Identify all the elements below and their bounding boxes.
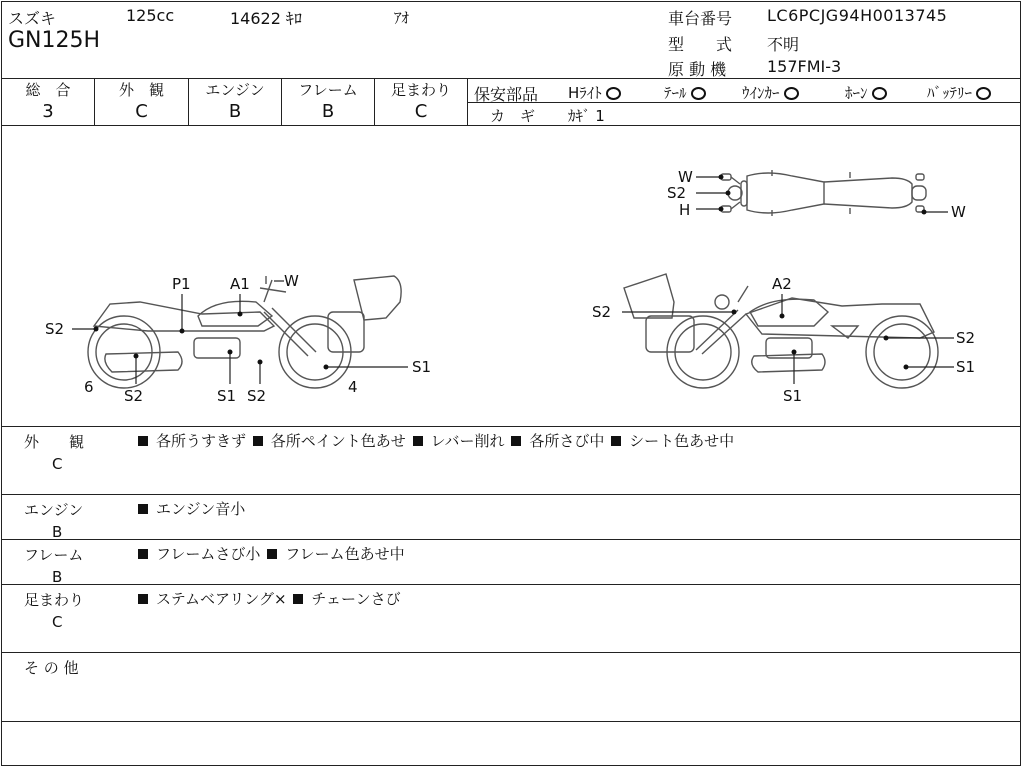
note-title: 足まわり bbox=[24, 591, 85, 609]
note-row-frame bbox=[2, 540, 1020, 584]
maker-name: スズキ bbox=[8, 9, 57, 28]
model-name: GN125H bbox=[8, 28, 101, 53]
note-row-other bbox=[2, 653, 1020, 721]
safety-item-label: ｳｲﾝｶｰ bbox=[742, 84, 780, 102]
note-item: シート色あせ中 bbox=[629, 432, 735, 450]
grade-value: B bbox=[321, 101, 335, 122]
safety-item-taillight bbox=[664, 82, 706, 103]
mileage: 14622 ｷﾛ bbox=[230, 9, 302, 28]
note-row-exterior bbox=[2, 427, 1020, 494]
grade-value: C bbox=[135, 101, 148, 122]
label-w: W bbox=[678, 168, 693, 186]
label-6: 6 bbox=[84, 378, 94, 396]
bullet-square-icon bbox=[138, 504, 148, 514]
note-title: エンジン bbox=[24, 501, 84, 519]
label-s1: S1 bbox=[217, 387, 237, 405]
note-heading bbox=[24, 544, 104, 588]
label-p1: P1 bbox=[172, 275, 191, 293]
note-item: 各所うすきず bbox=[156, 432, 247, 450]
label-a1: A1 bbox=[230, 275, 250, 293]
key-value: ｶｷﾞ 1 bbox=[568, 107, 605, 125]
grade-frame bbox=[282, 80, 374, 124]
type-value: 不明 bbox=[767, 35, 800, 54]
bullet-square-icon bbox=[267, 549, 277, 559]
note-heading bbox=[24, 657, 104, 679]
note-grade: C bbox=[52, 455, 63, 473]
note-item: フレームさび小 bbox=[156, 545, 261, 563]
label-s2: S2 bbox=[667, 184, 687, 202]
safety-item-label: ﾃｰﾙ bbox=[664, 84, 687, 102]
label-s2: S2 bbox=[124, 387, 144, 405]
label-s1: S1 bbox=[783, 387, 803, 405]
label-w: W bbox=[951, 203, 966, 221]
label-s1: S1 bbox=[412, 358, 432, 376]
note-item: ステムベアリング× bbox=[156, 590, 287, 608]
label-w: W bbox=[284, 272, 299, 290]
grade-label: 足まわり bbox=[390, 81, 451, 99]
note-items bbox=[136, 588, 401, 610]
note-items bbox=[136, 430, 734, 452]
note-heading bbox=[24, 499, 104, 543]
note-items bbox=[136, 498, 245, 520]
grade-value: 3 bbox=[42, 101, 54, 122]
safety-item-horn bbox=[845, 82, 887, 103]
label-a2: A2 bbox=[772, 275, 792, 293]
divider bbox=[2, 78, 1020, 79]
note-row-suspension bbox=[2, 585, 1020, 652]
safety-item-winker bbox=[742, 82, 799, 103]
note-grade: B bbox=[52, 568, 63, 586]
bullet-square-icon bbox=[138, 436, 148, 446]
grade-label: 外 観 bbox=[118, 81, 164, 99]
note-item: レバー削れ bbox=[430, 432, 505, 450]
note-item: 各所ペイント色あせ bbox=[270, 432, 406, 450]
note-grade: B bbox=[52, 523, 63, 541]
engine-model-value: 157FMI-3 bbox=[767, 57, 842, 76]
grade-label: エンジン bbox=[205, 81, 265, 99]
bullet-square-icon bbox=[511, 436, 521, 446]
leader-lines bbox=[72, 177, 954, 384]
grade-engine bbox=[189, 80, 281, 124]
grade-label: 総 合 bbox=[25, 81, 71, 99]
note-heading bbox=[24, 431, 104, 475]
note-title: 外 観 bbox=[24, 433, 85, 451]
label-s1: S1 bbox=[956, 358, 976, 376]
label-4: 4 bbox=[348, 378, 358, 396]
note-item: 各所さび中 bbox=[529, 432, 605, 450]
inspection-sheet bbox=[1, 1, 1021, 766]
displacement: 125cc bbox=[126, 6, 175, 25]
key-label: カ ギ bbox=[490, 107, 536, 125]
safety-item-label: ﾎｰﾝ bbox=[845, 84, 868, 102]
bullet-square-icon bbox=[138, 549, 148, 559]
type-label: 型 式 bbox=[668, 35, 733, 54]
ok-circle-icon bbox=[976, 87, 991, 100]
grade-label: フレーム bbox=[298, 81, 358, 99]
grade-exterior bbox=[95, 80, 188, 124]
bullet-square-icon bbox=[293, 594, 303, 604]
motorcycle-damage-diagram bbox=[2, 126, 1020, 426]
note-title: そ の 他 bbox=[24, 659, 79, 677]
grade-value: B bbox=[228, 101, 242, 122]
note-item: エンジン音小 bbox=[156, 500, 246, 518]
body-color: ｱｵ bbox=[394, 9, 410, 27]
safety-item-label: Hﾗｲﾄ bbox=[568, 84, 602, 102]
ok-circle-icon bbox=[872, 87, 887, 100]
ok-circle-icon bbox=[606, 87, 621, 100]
note-item: フレーム色あせ中 bbox=[285, 545, 405, 563]
grade-overall bbox=[2, 80, 94, 124]
label-s2: S2 bbox=[592, 303, 612, 321]
bullet-square-icon bbox=[413, 436, 423, 446]
grade-value: C bbox=[414, 101, 428, 122]
note-grade: C bbox=[52, 613, 63, 631]
bullet-square-icon bbox=[138, 594, 148, 604]
label-s2: S2 bbox=[956, 329, 976, 347]
note-item: チェーンさび bbox=[311, 590, 401, 608]
frame-number: LC6PCJG94H0013745 bbox=[767, 6, 948, 25]
note-row-engine bbox=[2, 495, 1020, 539]
divider bbox=[2, 721, 1020, 722]
safety-item-headlight bbox=[568, 82, 621, 103]
safety-item-label: ﾊﾞｯﾃﾘｰ bbox=[927, 84, 973, 102]
bullet-square-icon bbox=[611, 436, 621, 446]
ok-circle-icon bbox=[691, 87, 706, 100]
diagram-labels bbox=[45, 168, 975, 405]
engine-model-label: 原 動 機 bbox=[668, 60, 727, 79]
note-heading bbox=[24, 589, 104, 633]
note-items bbox=[136, 543, 405, 565]
label-s2: S2 bbox=[247, 387, 267, 405]
top-view-motorcycle bbox=[721, 170, 926, 216]
label-s2: S2 bbox=[45, 320, 65, 338]
safety-parts-title: 保安部品 bbox=[474, 85, 539, 104]
frame-number-label: 車台番号 bbox=[668, 9, 733, 28]
label-h: H bbox=[679, 201, 691, 219]
damage-markers bbox=[94, 175, 927, 370]
grade-suspension bbox=[375, 80, 467, 124]
ok-circle-icon bbox=[784, 87, 799, 100]
bullet-square-icon bbox=[253, 436, 263, 446]
safety-item-battery bbox=[927, 82, 991, 103]
note-title: フレーム bbox=[24, 546, 84, 564]
